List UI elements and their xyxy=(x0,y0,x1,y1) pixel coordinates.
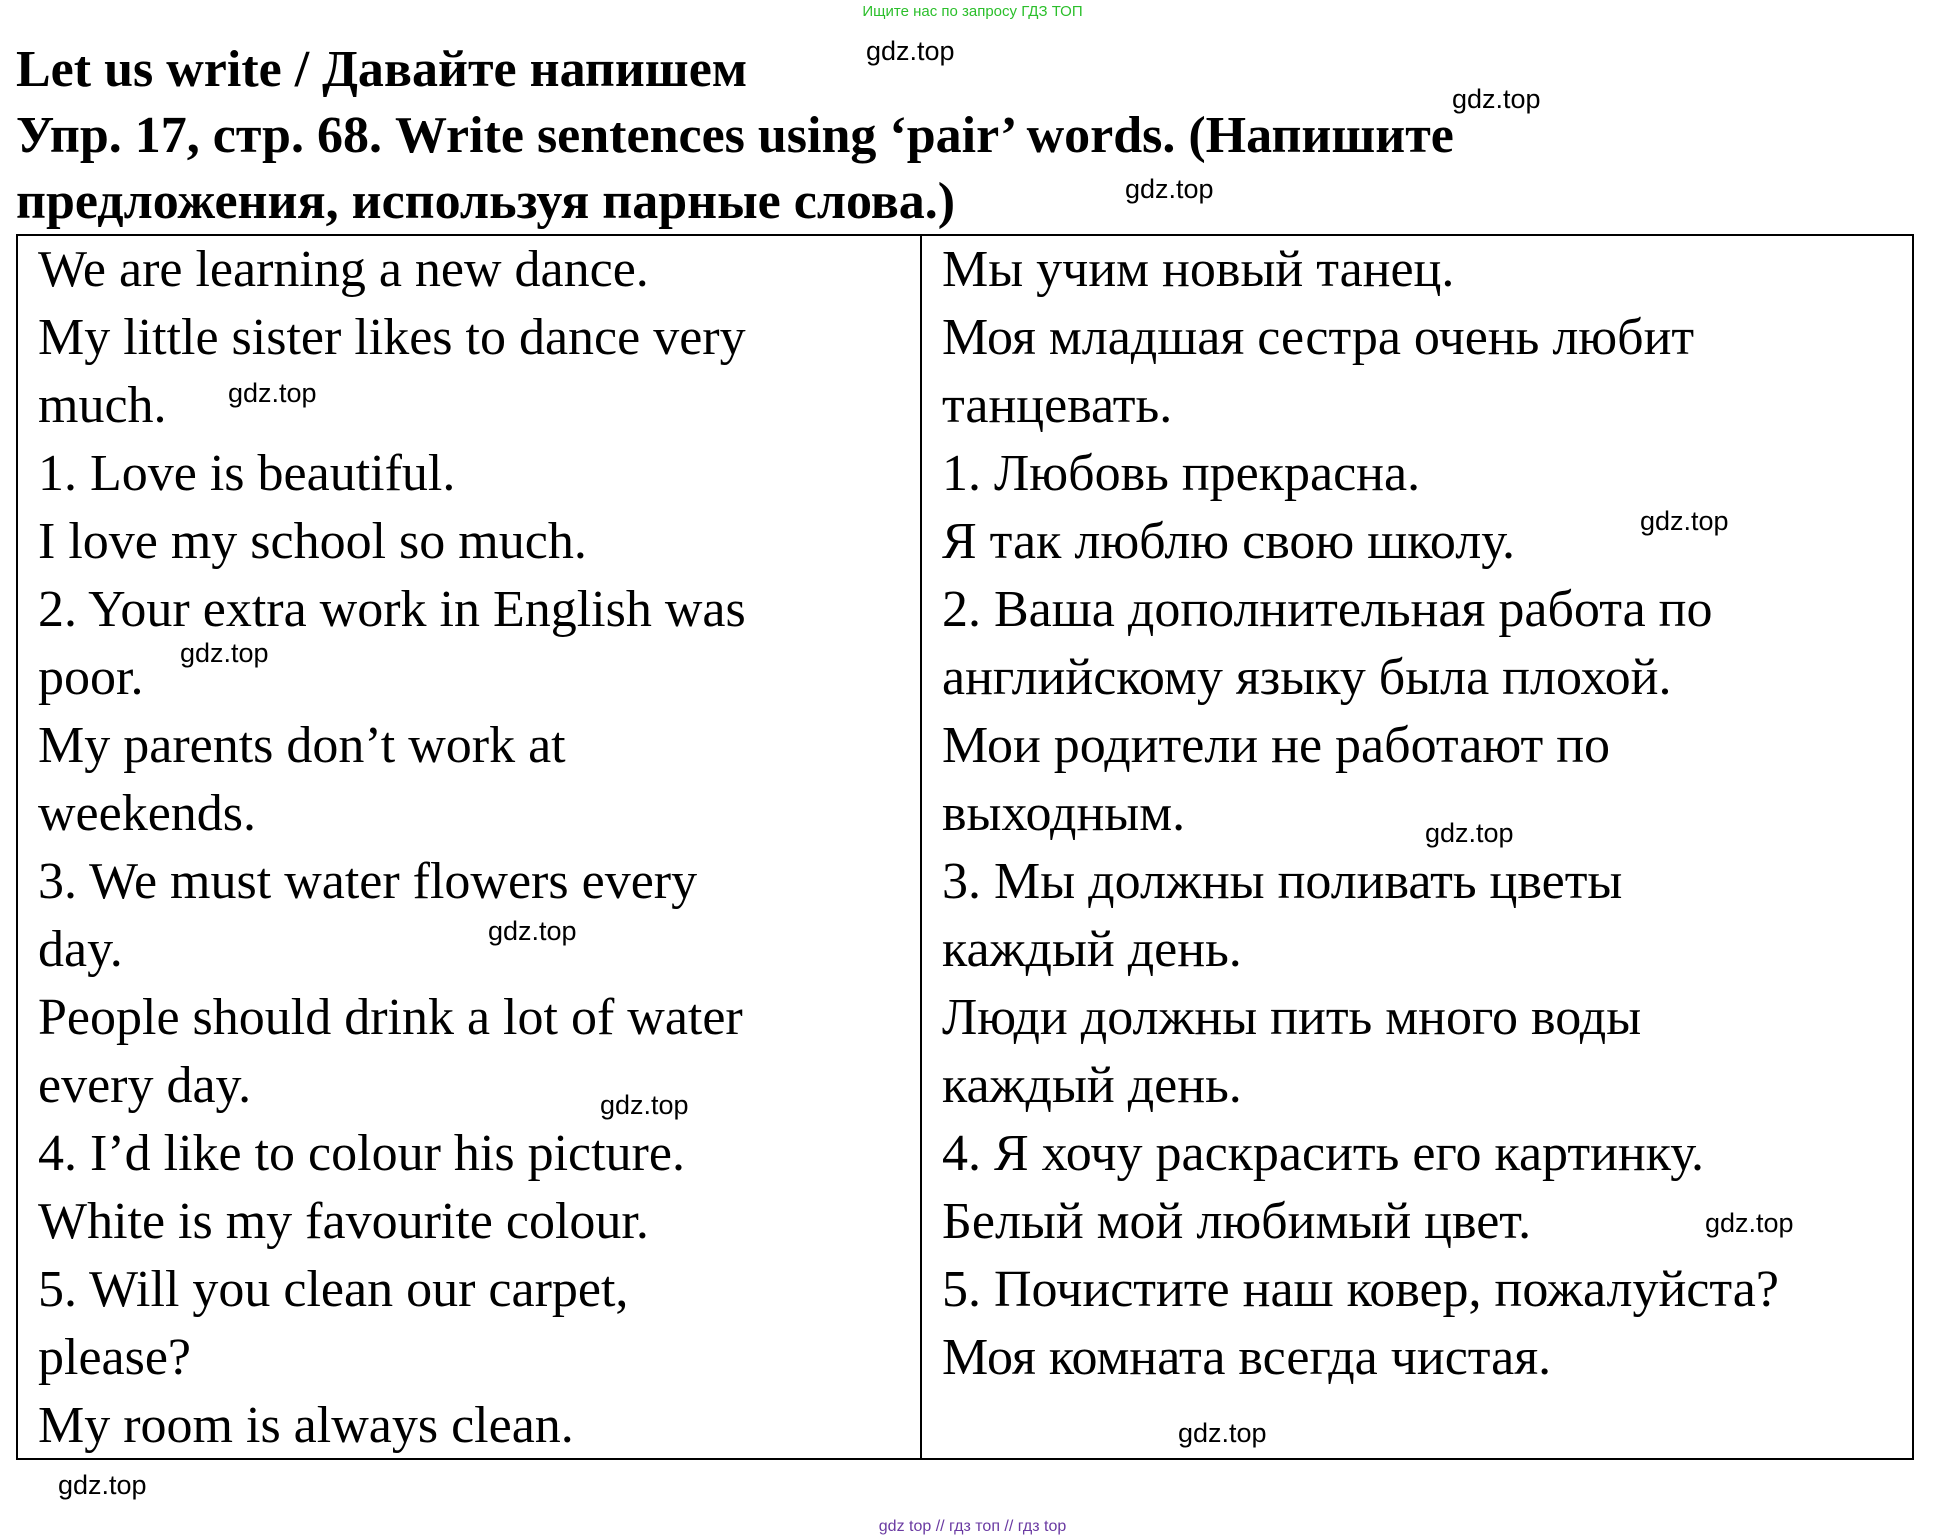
english-line: every day. xyxy=(38,1057,252,1114)
english-column xyxy=(38,236,908,1460)
footer-links[interactable]: gdz top // гдз топ // гдз top xyxy=(878,1518,1067,1535)
watermark: gdz.top xyxy=(228,378,317,408)
watermark: gdz.top xyxy=(1705,1208,1794,1238)
russian-line: Мы учим новый танец. xyxy=(942,241,1455,298)
watermark: gdz.top xyxy=(1452,84,1541,114)
english-line: My room is always clean. xyxy=(38,1397,574,1454)
english-line: I love my school so much. xyxy=(38,513,587,570)
column-divider xyxy=(920,234,922,1460)
russian-line: каждый день. xyxy=(942,1057,1242,1114)
exercise-title-continued: предложения, используя парные слова.) xyxy=(16,173,956,230)
search-banner[interactable]: Ищите нас по запросу ГДЗ ТОП xyxy=(862,3,1083,20)
watermark: gdz.top xyxy=(58,1470,147,1500)
english-line: 2. Your extra work in English was xyxy=(38,581,746,638)
russian-line: 2. Ваша дополнительная работа по xyxy=(942,581,1713,638)
russian-line: Моя комната всегда чистая. xyxy=(942,1329,1552,1386)
russian-line: танцевать. xyxy=(942,377,1173,434)
english-line: 5. Will you clean our carpet, xyxy=(38,1261,629,1318)
watermark: gdz.top xyxy=(180,638,269,668)
english-line: My little sister likes to dance very xyxy=(38,309,746,366)
russian-line: Мои родители не работают по xyxy=(942,717,1611,774)
english-line: please? xyxy=(38,1329,192,1386)
english-line: We are learning a new dance. xyxy=(38,241,649,298)
english-line: weekends. xyxy=(38,785,257,842)
russian-line: Люди должны пить много воды xyxy=(942,989,1642,1046)
russian-line: 3. Мы должны поливать цветы xyxy=(942,853,1623,910)
russian-line: Белый мой любимый цвет. xyxy=(942,1193,1532,1250)
watermark: gdz.top xyxy=(1425,818,1514,848)
russian-line: выходным. xyxy=(942,785,1186,842)
watermark: gdz.top xyxy=(1640,506,1729,536)
russian-line: 4. Я хочу раскрасить его картинку. xyxy=(942,1125,1705,1182)
english-line: White is my favourite colour. xyxy=(38,1193,649,1250)
russian-line: 5. Почистите наш ковер, пожалуйста? xyxy=(942,1261,1779,1318)
english-line: much. xyxy=(38,377,167,434)
watermark: gdz.top xyxy=(600,1090,689,1120)
english-line: 3. We must water flowers every xyxy=(38,853,698,910)
exercise-title: Упр. 17, стр. 68. Write sentences using ‘pair’ words. (Напишите xyxy=(16,107,1454,164)
english-line: poor. xyxy=(38,649,144,706)
english-line: day. xyxy=(38,921,123,978)
english-line: My parents don’t work at xyxy=(38,717,566,774)
watermark: gdz.top xyxy=(1125,174,1214,204)
english-line: 1. Love is beautiful. xyxy=(38,445,456,502)
watermark: gdz.top xyxy=(488,916,577,946)
watermark: gdz.top xyxy=(866,36,955,66)
russian-line: английскому языку была плохой. xyxy=(942,649,1672,706)
russian-line: каждый день. xyxy=(942,921,1242,978)
russian-line: 1. Любовь прекрасна. xyxy=(942,445,1421,502)
english-line: People should drink a lot of water xyxy=(38,989,743,1046)
russian-line: Моя младшая сестра очень любит xyxy=(942,309,1695,366)
english-line: 4. I’d like to colour his picture. xyxy=(38,1125,685,1182)
watermark: gdz.top xyxy=(1178,1418,1267,1448)
russian-line: Я так люблю свою школу. xyxy=(942,513,1515,570)
section-title: Let us write / Давайте напишем xyxy=(16,41,748,98)
